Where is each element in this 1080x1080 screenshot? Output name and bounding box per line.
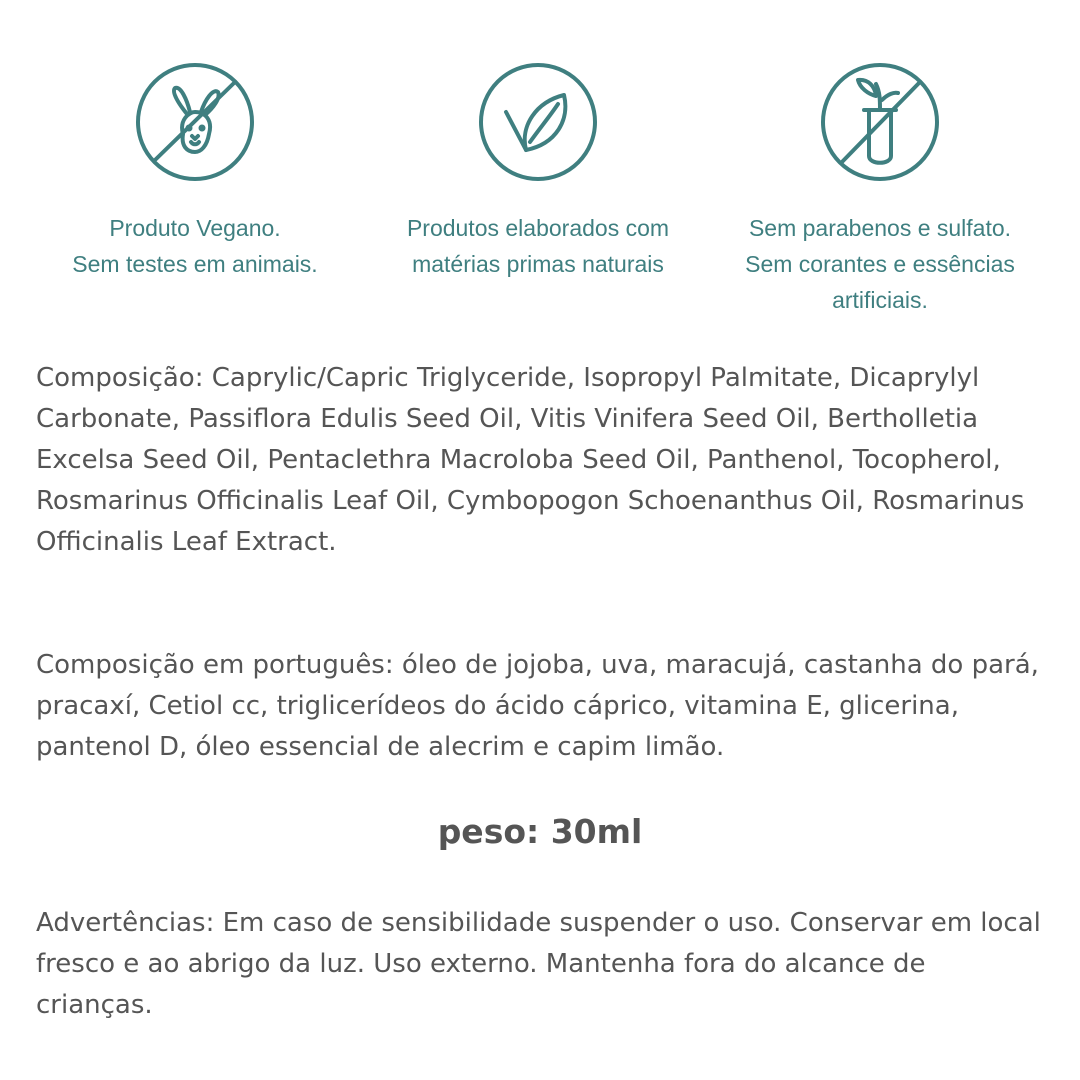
test-tube-crossed-icon xyxy=(820,62,940,182)
composition-text: Composição: Caprylic/Capric Triglyceride, Isopropyl Palmitate, Dicaprylyl Carbonate, Passiflora Edulis Seed Oil, Vitis Vinifera Seed Oil, Bertholletia Excelsa Seed Oil, Pentaclethra Macroloba Seed Oil, Panthenol, Tocopherol, Rosmarinus Officinalis Leaf Oil, Cymbopogon Schoenanthus Oil, Rosmarinus Officinalis Leaf Extract. xyxy=(36,363,1025,557)
badge-no-parabens-caption xyxy=(720,210,1040,318)
leaf-check-icon xyxy=(478,62,598,182)
rabbit-crossed-icon xyxy=(135,62,255,182)
badge-vegan xyxy=(35,62,355,282)
warnings-text: Advertências: Em caso de sensibilidade suspender o uso. Conservar em local fresco e ao abrigo da luz. Uso externo. Mantenha fora do alcance de crianças. xyxy=(36,908,1041,1020)
badge-natural-caption xyxy=(378,210,698,282)
badge-vegan-caption xyxy=(35,210,355,282)
feature-badges xyxy=(0,62,1080,322)
composition-pt-text: Composição em português: óleo de jojoba, uva, maracujá, castanha do pará, pracaxí, Cetiol cc, triglicerídeos do ácido cáprico, vitamina E, glicerina, pantenol D, óleo essencial de alecrim e capim limão. xyxy=(36,650,1039,762)
caption-line: Produtos elaborados com xyxy=(406,215,670,241)
caption-line: matérias primas naturais xyxy=(412,251,664,277)
caption-line: Sem parabenos e sulfato. xyxy=(748,215,1012,241)
badge-no-parabens xyxy=(720,62,1040,318)
caption-line: artificiais. xyxy=(832,287,928,313)
badge-natural xyxy=(378,62,698,282)
caption-line: Produto Vegano. xyxy=(109,215,281,241)
weight-label: peso: 30ml xyxy=(437,812,643,851)
caption-line: Sem corantes e essências xyxy=(745,251,1015,277)
caption-line: Sem testes em animais. xyxy=(72,251,318,277)
